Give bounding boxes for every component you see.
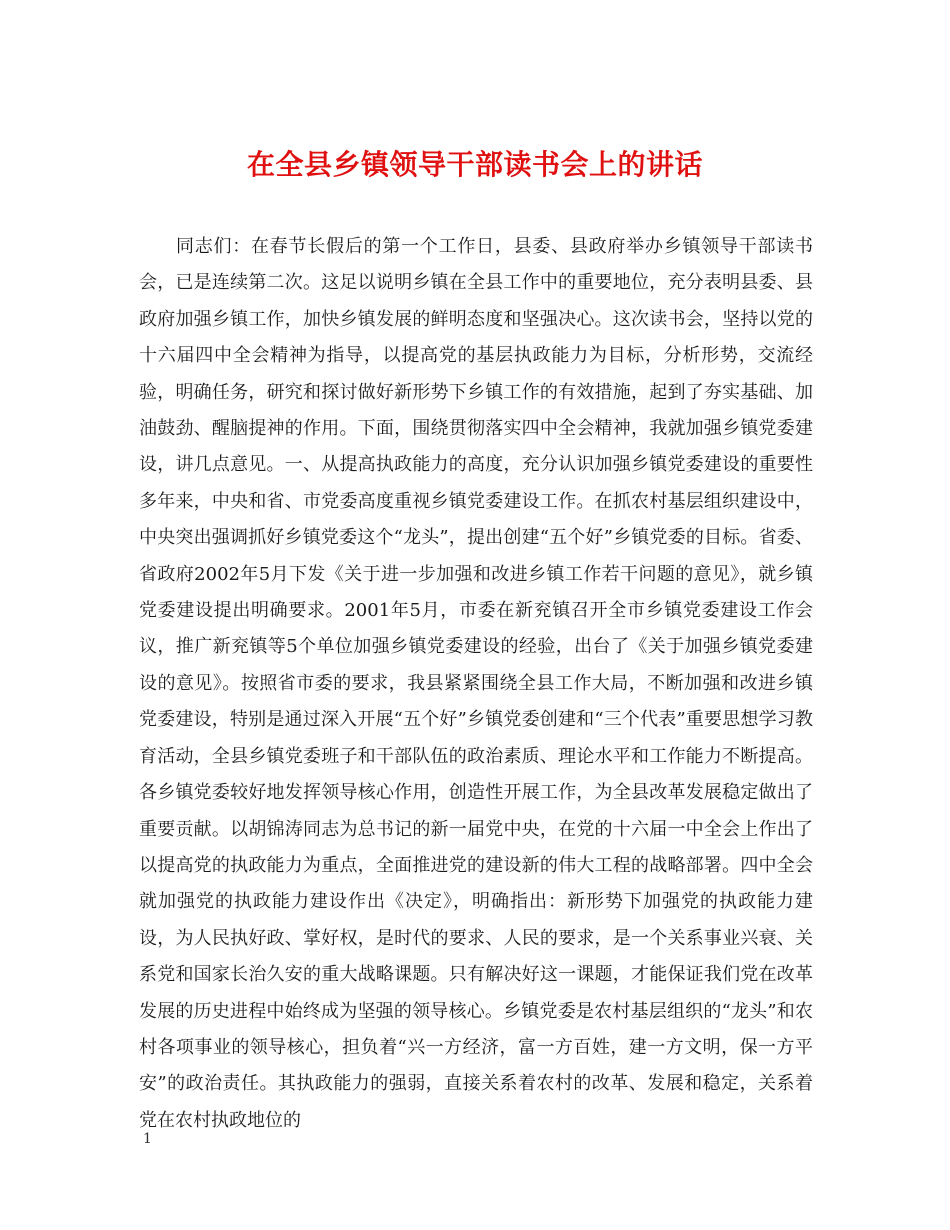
page-number: 1: [143, 1131, 152, 1147]
document-body-paragraph: 同志们：在春节长假后的第一个工作日，县委、县政府举办乡镇领导干部读书会，已是连续第二次。这足以说明乡镇在全县工作中的重要地位，充分表明县委、县政府加强乡镇工作，加快乡镇发展的鲜明态度和坚强决心。这次读书会，坚持以党的十六届四中全会精神为指导，以提高党的基层执政能力为目标，分析形势，交流经验，明确任务，研究和探讨做好新形势下乡镇工作的有效措施，起到了夯实基础、加油鼓劲、醒脑提神的作用。下面，围绕贯彻落实四中全会精神，我就加强乡镇党委建设，讲几点意见。一、从提高执政能力的高度，充分认识加强乡镇党委建设的重要性多年来，中央和省、市党委高度重视乡镇党委建设工作。在抓农村基层组织建设中，中央突出强调抓好乡镇党委这个“龙头”，提出创建“五个好”乡镇党委的目标。省委、省政府2002年5月下发《关于进一步加强和改进乡镇工作若干问题的意见》，就乡镇党委建设提出明确要求。2001年5月，市委在新兖镇召开全市乡镇党委建设工作会议，推广新兖镇等5个单位加强乡镇党委建设的经验，出台了《关于加强乡镇党委建设的意见》。按照省市委的要求，我县紧紧围绕全县工作大局，不断加强和改进乡镇党委建设，特别是通过深入开展“五个好”乡镇党委创建和“三个代表”重要思想学习教育活动，全县乡镇党委班子和干部队伍的政治素质、理论水平和工作能力不断提高。各乡镇党委较好地发挥领导核心作用，创造性开展工作，为全县改革发展稳定做出了重要贡献。以胡锦涛同志为总书记的新一届党中央，在党的十六届一中全会上作出了以提高党的执政能力为重点，全面推进党的建设新的伟大工程的战略部署。四中全会就加强党的执政能力建设作出《决定》，明确指出：新形势下加强党的执政能力建设，为人民执好政、掌好权，是时代的要求、人民的要求，是一个关系事业兴衰、关系党和国家长治久安的重大战略课题。只有解决好这一课题，才能保证我们党在改革发展的历史进程中始终成为坚强的领导核心。乡镇党委是农村基层组织的“龙头”和农村各项事业的领导核心，担负着“兴一方经济，富一方百姓，建一方文明，保一方平安”的政治责任。其执政能力的强弱，直接关系着农村的改革、发展和稳定，关系着党在农村执政地位的: [139, 236, 813, 1131]
document-title: 在全县乡镇领导干部读书会上的讲话: [246, 147, 703, 181]
